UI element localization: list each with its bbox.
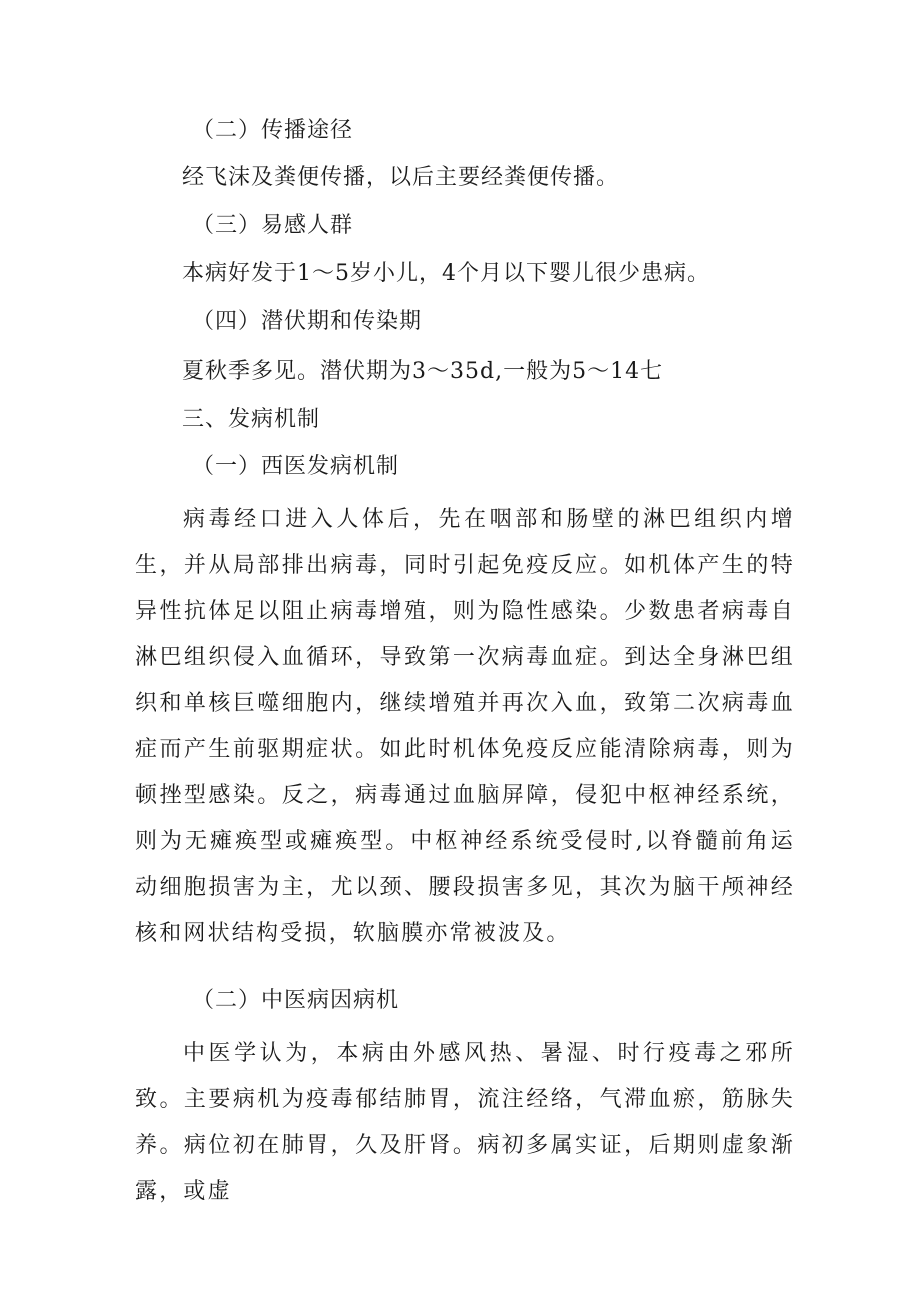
subheading-transmission-route: （二）传播途径 [192,118,354,143]
text-transmission-route: 经飞沫及粪便传播，以后主要经粪便传播。 [182,165,620,190]
subheading-tcm-etiology: （二）中医病因病机 [192,988,400,1013]
text-incubation-period: 夏秋季多见。潜伏期为3～35d,一般为5～14七 [182,359,664,384]
paragraph-western-pathogenesis: 病毒经口进入人体后，先在咽部和肠壁的淋巴组织内增生，并从局部排出病毒，同时引起免疫反应。如机体产生的特异性抗体足以阻止病毒增殖，则为隐性感染。少数患者病毒自淋巴组织侵入血循环，导致第一次病毒血症。到达全身淋巴组织和单核巨噬细胞内，继续增殖并再次入血，致第二次病毒血症而产生前驱期症状。如此时机体免疫反应能清除病毒，则为顿挫型感染。反之，病毒通过血脑屏障，侵犯中枢神经系统，则为无瘫痪型或瘫痪型。中枢神经系统受侵时,以脊髓前角运动细胞损害为主，尤以颈、腰段损害多见，其次为脑干颅神经核和网状结构受损，软脑膜亦常被波及。 [135,507,795,946]
subheading-incubation-period: （四）潜伏期和传染期 [192,309,423,334]
subheading-western-pathogenesis: （一）西医发病机制 [192,454,400,479]
text-susceptible-population: 本病好发于1～5岁小儿，4个月以下婴儿很少患病。 [182,261,710,286]
paragraph-tcm-etiology: 中医学认为，本病由外感风热、暑湿、时行疫毒之邪所致。主要病机为疫毒郁结肺胃，流注经络，气滞血瘀，筋脉失养。病位初在肺胃，久及肝肾。病初多属实证，后期则虚象渐露，或虚 [135,1041,795,1204]
section-heading-pathogenesis: 三、发病机制 [182,407,321,432]
subheading-susceptible-population: （三）易感人群 [192,213,354,238]
